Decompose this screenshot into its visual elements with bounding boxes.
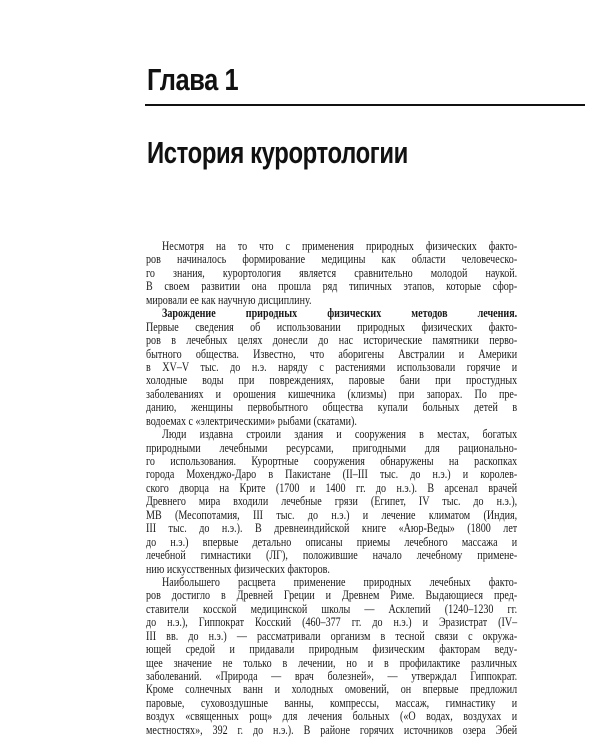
- text-line: Несмотря на то что с применения природных физических факто-: [162, 239, 518, 253]
- paragraph: [146, 240, 517, 307]
- text-line: В своем развитии она прошла ряд типичных этапов, которые сфор-: [146, 279, 518, 294]
- paragraph: [146, 576, 517, 737]
- text-line: ющей средой и придавали природным физическим факторам веду-: [146, 642, 518, 657]
- text-line: го знания, курортология является сравнительно молодой наукой.: [146, 265, 518, 280]
- text-line: ров достигло в Древней Греции и Древнем Риме. Выдающиеся пред-: [146, 588, 518, 603]
- text-line: в XV–V тыс. до н.э. наряду с растениями использовали горячие и: [146, 359, 518, 374]
- chapter-title: История курортологии: [147, 135, 408, 170]
- text-line: местностях», 392 г. до н.э.). В районе горячих источников озера Эбей: [146, 722, 518, 737]
- text-line: МВ (Месопотамия, III тыс. до н.э.) и лечение климатом (Индия,: [146, 507, 518, 522]
- body-text: [146, 240, 517, 737]
- text-line: заболеваниях и орошения кишечника (клизмы) при запорах. По пре-: [146, 386, 518, 401]
- text-line: города Мохенджо-Даро в Пакистане (II–III тыс. до н.э.) и королев-: [146, 467, 518, 482]
- text-line: Люди издавна строили здания и сооружения в местах, богатых: [162, 427, 518, 442]
- text-line: воздух «священных рощ» для лечения больных («О водах, воздухах и: [146, 709, 518, 724]
- text-line: холодные воды при повреждениях, паровые бани при простудных: [146, 373, 518, 388]
- text-line: Кроме солнечных ванн и холодных омовений, он впервые предложил: [146, 682, 518, 697]
- text-line: ставители косской медицинской школы — Асклепий (1240–1230 гг.: [146, 601, 518, 616]
- text-line: заболеваний. «Природа — врач болезней», — утверждал Гиппократ.: [146, 669, 518, 683]
- chapter-label: Глава 1: [147, 62, 239, 97]
- text-line: до н.э.) впервые детально описаны приемы лечебного массажа и: [146, 534, 518, 549]
- text-line: щее значение не только в лечении, но и в профилактике различных: [146, 655, 518, 670]
- text-line: Первые сведения об использовании природных физических факто-: [146, 319, 518, 334]
- text-line: ров начиналось формирование медицины как области человеческо-: [146, 252, 518, 267]
- text-line: паровые, суховоздушные ванны, компрессы, массаж, гимнастику и: [146, 695, 518, 710]
- text-line: ров в лечебных целях донесли до нас исторические памятники перво-: [146, 333, 518, 348]
- text-line: мировали ее как научную дисциплину.: [146, 292, 312, 307]
- text-line: природными лечебными ресурсами, пригодными для рационально-: [146, 440, 518, 455]
- text-line: бытного общества. Известно, что аборигены Австралии и Америки: [146, 346, 518, 361]
- text-line: водоемах с «электрическими» рыбами (скатами).: [146, 413, 357, 428]
- text-line: ского дворца на Крите (1700 и 1400 гг. до н.э.). В арсенал врачей: [146, 480, 518, 495]
- text-line: до н.э.), Гиппократ Косский (460–377 гг. до н.э.) и Эразистрат (IV–: [146, 615, 518, 630]
- section-heading: Зарождение природных физических методов лечения.: [162, 306, 518, 321]
- text-line: III вв. до н.э.) — рассматривали организм в тесной связи с окружа-: [146, 628, 518, 643]
- text-line: нию искусственных физических факторов.: [146, 561, 330, 576]
- text-line: данию, женщины первобытного общества купали больных детей в: [146, 400, 518, 415]
- text-line: Наибольшего расцвета применение природных лечебных факто-: [162, 574, 518, 589]
- paragraph: [146, 307, 517, 428]
- text-line: III тыс. до н.э.). В древнеиндийской книге «Аюр-Веды» (1800 лет: [146, 521, 518, 536]
- text-line: Древнего мира входили лечебные грязи (Египет, IV тыс. до н.э.),: [146, 494, 518, 509]
- paragraph: [146, 428, 517, 576]
- chapter-rule: [145, 104, 585, 106]
- text-line: лечебной гимнастики (ЛГ), положившие начало лечебному примене-: [146, 548, 518, 563]
- text-line: го использования. Курортные сооружения обнаружены на раскопках: [146, 454, 518, 468]
